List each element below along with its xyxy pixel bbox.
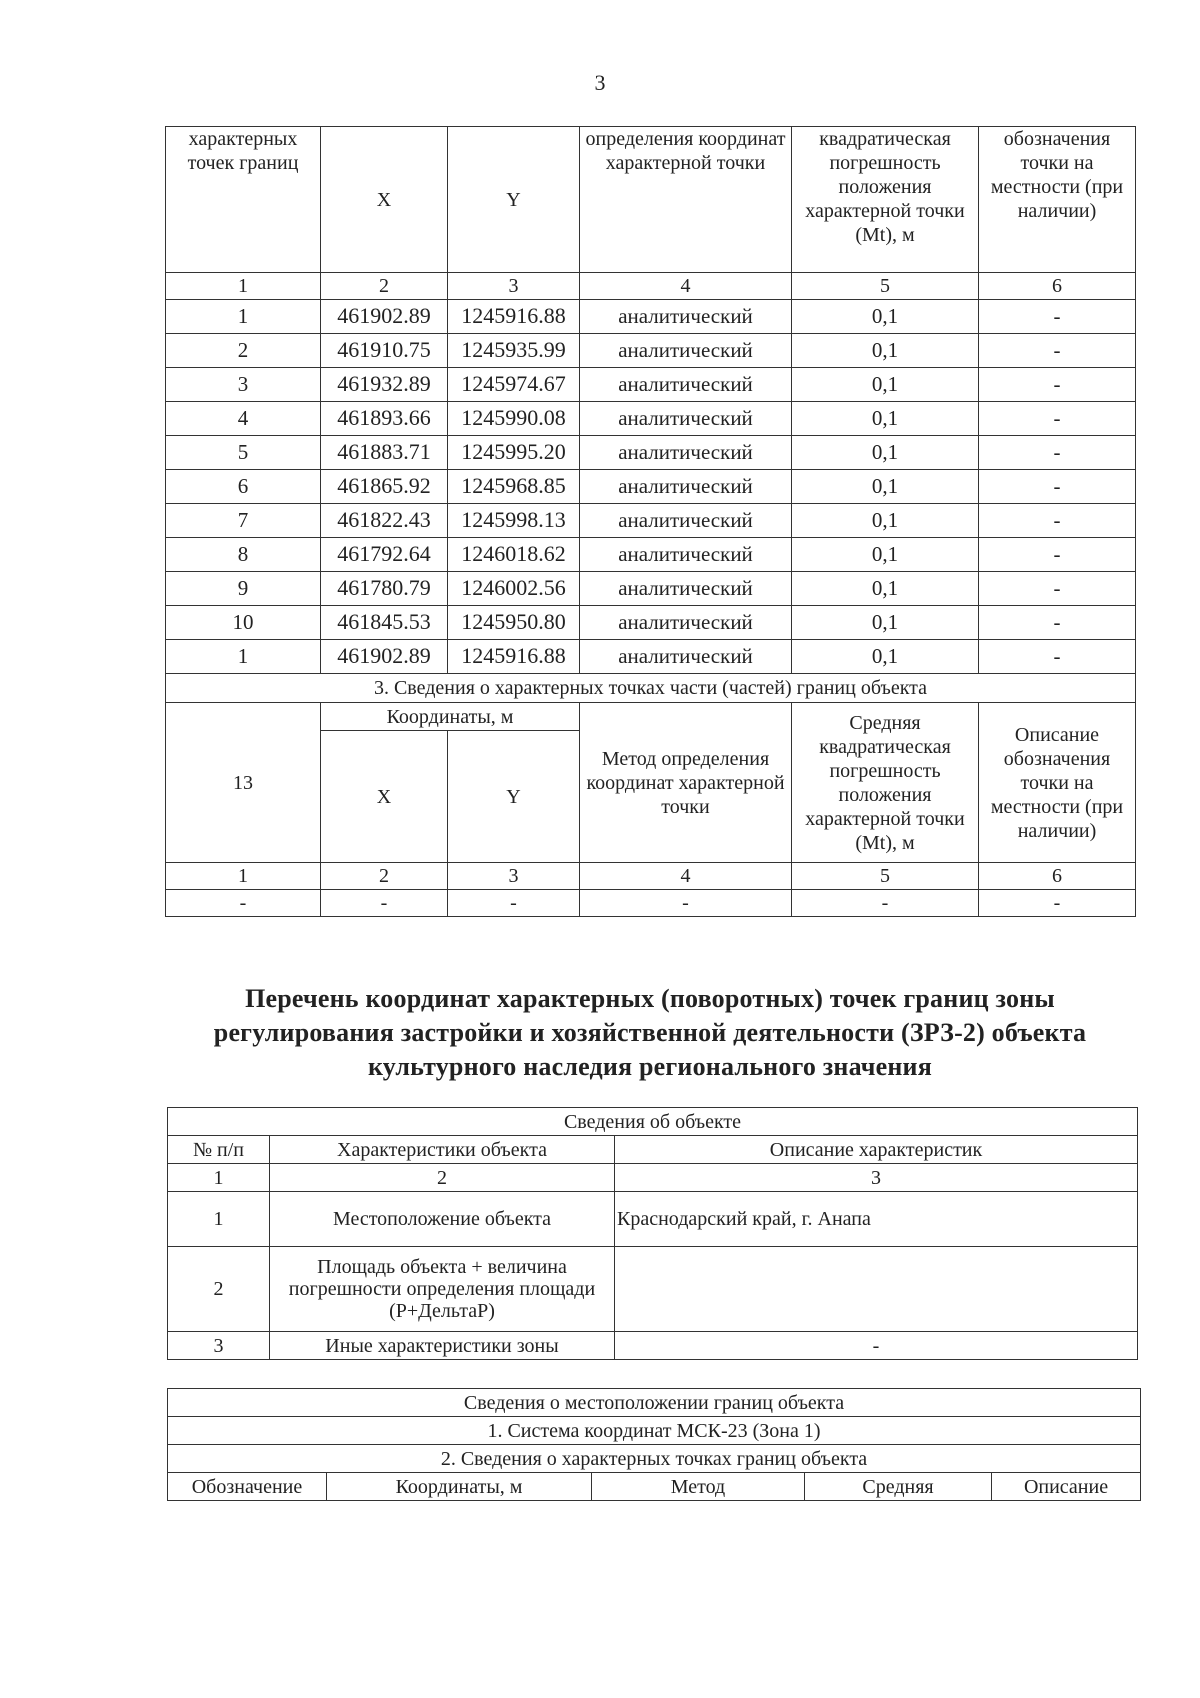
coordinate-system-row: 1. Система координат МСК-23 (Зона 1) [168, 1417, 1141, 1445]
point-number: 9 [166, 572, 321, 606]
coord-y: 1245916.88 [448, 640, 580, 674]
mt-value: 0,1 [792, 334, 979, 368]
header-description: Описание [992, 1473, 1141, 1501]
coord-y: 1245995.20 [448, 436, 580, 470]
header-coordinates: Координаты, м [327, 1473, 592, 1501]
column-number: 6 [979, 273, 1136, 300]
boundary-points-table [165, 126, 1136, 917]
column-number: 4 [580, 273, 792, 300]
empty-cell: - [580, 890, 792, 917]
table-row [166, 402, 1136, 436]
coord-x: 461845.53 [321, 606, 448, 640]
coord-x: 461792.64 [321, 538, 448, 572]
column-number: 5 [792, 273, 979, 300]
row-number: 1 [168, 1192, 270, 1247]
header-mt: квадратическая погрешность положения характерной точки (Mt), м [792, 127, 979, 273]
coord-x: 461932.89 [321, 368, 448, 402]
column-number: 3 [448, 863, 580, 890]
coord-y: 1245974.67 [448, 368, 580, 402]
title-line: регулирования застройки и хозяйственной деятельности (ЗРЗ-2) объекта [213, 1018, 1087, 1047]
point-description: - [979, 504, 1136, 538]
mt-value: 0,1 [792, 368, 979, 402]
object-info-table [167, 1107, 1138, 1360]
column-number: 1 [168, 1164, 270, 1192]
point-description: - [979, 538, 1136, 572]
table-row [166, 504, 1136, 538]
point-number: 7 [166, 504, 321, 538]
section-3-coords-header: Координаты, м [321, 703, 580, 731]
column-number: 3 [448, 273, 580, 300]
header-characteristic: Характеристики объекта [270, 1136, 615, 1164]
header-description: обозначения точки на местности (при наличии) [979, 127, 1136, 273]
boundary-location-table [167, 1388, 1141, 1501]
point-number: 8 [166, 538, 321, 572]
coord-y: 1245950.80 [448, 606, 580, 640]
mt-value: 0,1 [792, 402, 979, 436]
coord-x: 461893.66 [321, 402, 448, 436]
coord-x: 461910.75 [321, 334, 448, 368]
characteristic-points-row: 2. Сведения о характерных точках границ объекта [168, 1445, 1141, 1473]
row-number: 3 [168, 1332, 270, 1360]
coord-x: 461902.89 [321, 300, 448, 334]
location-header-row [168, 1473, 1141, 1501]
mt-value: 0,1 [792, 538, 979, 572]
method: аналитический [580, 470, 792, 504]
column-number: 4 [580, 863, 792, 890]
section-3-method-header: Метод определения координат характерной точки [580, 703, 792, 863]
column-numbers-row [166, 273, 1136, 300]
point-number: 10 [166, 606, 321, 640]
coord-y: 1245968.85 [448, 470, 580, 504]
header-point-label: характерных точек границ [166, 127, 321, 273]
point-description: - [979, 606, 1136, 640]
characteristic-name: Местоположение объекта [270, 1192, 615, 1247]
characteristic-value: Краснодарский край, г. Анапа [615, 1192, 1138, 1247]
header-description: Описание характеристик [615, 1136, 1138, 1164]
section-3-mt-header: Средняя квадратическая погрешность положения характерной точки (Mt), м [792, 703, 979, 863]
header-y: Y [448, 127, 580, 273]
table-row [166, 436, 1136, 470]
method: аналитический [580, 572, 792, 606]
header-mean: Средняя [805, 1473, 992, 1501]
method: аналитический [580, 334, 792, 368]
column-number: 1 [166, 273, 321, 300]
point-number: 3 [166, 368, 321, 402]
point-description: - [979, 436, 1136, 470]
table-row [166, 606, 1136, 640]
coord-y: 1245998.13 [448, 504, 580, 538]
table-row [166, 640, 1136, 674]
title-line: культурного наследия регионального значения [367, 1052, 933, 1081]
section-3-x-header: X [321, 731, 448, 863]
header-method: Метод [592, 1473, 805, 1501]
coord-y: 1245990.08 [448, 402, 580, 436]
column-numbers-row [168, 1164, 1138, 1192]
point-number: 1 [166, 640, 321, 674]
mt-value: 0,1 [792, 572, 979, 606]
method: аналитический [580, 402, 792, 436]
table-row [168, 1247, 1138, 1332]
section-title-row [166, 674, 1136, 703]
method: аналитический [580, 538, 792, 572]
table-row [166, 572, 1136, 606]
point-number: 5 [166, 436, 321, 470]
point-description: - [979, 368, 1136, 402]
header-designation: Обозначение [168, 1473, 327, 1501]
point-description: - [979, 470, 1136, 504]
section-3-y-header: Y [448, 731, 580, 863]
characteristic-value: - [615, 1332, 1138, 1360]
header-method: определения координат характерной точки [580, 127, 792, 273]
method: аналитический [580, 436, 792, 470]
object-info-header-row [168, 1136, 1138, 1164]
point-description: - [979, 402, 1136, 436]
point-description: - [979, 572, 1136, 606]
empty-cell: - [321, 890, 448, 917]
mt-value: 0,1 [792, 640, 979, 674]
method: аналитический [580, 504, 792, 538]
characteristic-value [615, 1247, 1138, 1332]
column-number: 3 [615, 1164, 1138, 1192]
coord-y: 1245935.99 [448, 334, 580, 368]
method: аналитический [580, 606, 792, 640]
table-row [166, 470, 1136, 504]
section-3-title: 3. Сведения о характерных точках части (частей) границ объекта [166, 674, 1136, 703]
point-number: 1 [166, 300, 321, 334]
method: аналитический [580, 300, 792, 334]
coord-y: 1246002.56 [448, 572, 580, 606]
table-row [168, 1332, 1138, 1360]
characteristic-name: Площадь объекта + величина погрешности определения площади (P+ДельтаР) [270, 1247, 615, 1332]
column-number: 2 [321, 273, 448, 300]
row-number: 2 [168, 1247, 270, 1332]
section-3-point-label: 13 [166, 703, 321, 863]
table-row [166, 300, 1136, 334]
characteristic-name: Иные характеристики зоны [270, 1332, 615, 1360]
method: аналитический [580, 368, 792, 402]
point-description: - [979, 300, 1136, 334]
title-line: Перечень координат характерных (поворотных) точек границ зоны [245, 984, 1055, 1013]
mt-value: 0,1 [792, 470, 979, 504]
empty-cell: - [792, 890, 979, 917]
table-row [166, 368, 1136, 402]
section-3-empty-row [166, 890, 1136, 917]
object-info-caption: Сведения об объекте [168, 1108, 1138, 1136]
coord-y: 1246018.62 [448, 538, 580, 572]
coord-y: 1245916.88 [448, 300, 580, 334]
coord-x: 461780.79 [321, 572, 448, 606]
mt-value: 0,1 [792, 606, 979, 640]
header-x: X [321, 127, 448, 273]
section-3-column-numbers [166, 863, 1136, 890]
point-description: - [979, 334, 1136, 368]
method: аналитический [580, 640, 792, 674]
page-number: 3 [594, 70, 606, 95]
document-title [160, 982, 1140, 1084]
table-row [166, 334, 1136, 368]
section-3-description-header: Описание обозначения точки на местности (при наличии) [979, 703, 1136, 863]
mt-value: 0,1 [792, 504, 979, 538]
coord-x: 461902.89 [321, 640, 448, 674]
point-description: - [979, 640, 1136, 674]
column-number: 6 [979, 863, 1136, 890]
point-number: 4 [166, 402, 321, 436]
point-number: 2 [166, 334, 321, 368]
mt-value: 0,1 [792, 300, 979, 334]
coord-x: 461865.92 [321, 470, 448, 504]
column-number: 2 [321, 863, 448, 890]
column-number: 2 [270, 1164, 615, 1192]
empty-cell: - [166, 890, 321, 917]
location-caption: Сведения о местоположении границ объекта [168, 1389, 1141, 1417]
table-row [166, 538, 1136, 572]
column-number: 1 [166, 863, 321, 890]
coord-x: 461883.71 [321, 436, 448, 470]
empty-cell: - [448, 890, 580, 917]
coord-x: 461822.43 [321, 504, 448, 538]
column-number: 5 [792, 863, 979, 890]
mt-value: 0,1 [792, 436, 979, 470]
empty-cell: - [979, 890, 1136, 917]
header-number: № п/п [168, 1136, 270, 1164]
point-number: 6 [166, 470, 321, 504]
table-row [168, 1192, 1138, 1247]
